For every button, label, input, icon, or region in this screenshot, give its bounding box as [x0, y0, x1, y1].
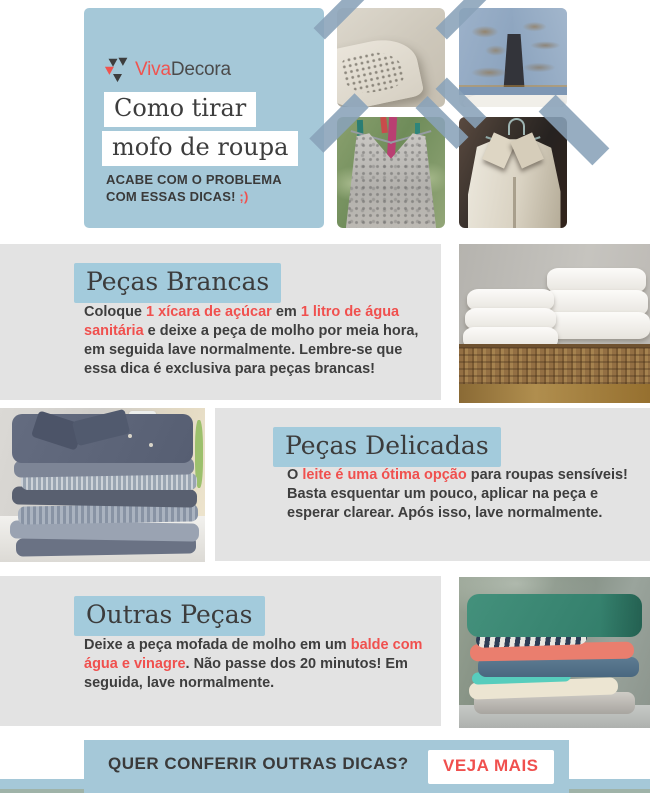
photo-folded-colorful-clothes — [459, 577, 650, 728]
header-subtitle — [106, 171, 282, 205]
brand-decora: Decora — [170, 58, 231, 80]
subtitle-line1: ACABE COM O PROBLEMA — [106, 172, 282, 187]
footer-banner — [84, 740, 569, 793]
photo-folded-white-linens — [459, 244, 650, 403]
subtitle-line2: COM ESSAS DICAS! ;) — [106, 189, 249, 204]
section-title-pecas-delicadas: Peças Delicadas — [273, 427, 501, 467]
hanger-hook — [508, 118, 525, 134]
section-body-pecas-brancas: Coloque 1 xícara de açúcar em 1 litro de água sanitária e deixe a peça de molho por meia hora, em seguida lave normalmente. Lembre-se que essa dica é exclusiva para peças brancas! — [84, 304, 419, 377]
section-title-outras-pecas: Outras Peças — [74, 596, 265, 636]
jeans-hem — [459, 87, 567, 95]
photo-moldy-jeans — [459, 8, 567, 107]
brand-name — [135, 59, 231, 81]
folded-shirt-layer — [12, 486, 197, 508]
main-title-line1: Como tirar — [104, 92, 256, 127]
photo-folded-gray-shirts — [0, 408, 205, 562]
wicker-texture — [459, 344, 650, 384]
photo-moldy-tank-top — [337, 117, 445, 228]
wood-shelf — [459, 384, 650, 403]
shirt-button — [128, 434, 132, 438]
veja-mais-button[interactable]: VEJA MAIS — [428, 750, 554, 784]
wink-emoticon: ;) — [239, 189, 249, 204]
vivadecora-triangles-icon — [104, 56, 131, 83]
footer-question: QUER CONFERIR OUTRAS DICAS? — [108, 754, 409, 773]
section-title-pecas-brancas: Peças Brancas — [74, 263, 281, 303]
green-clothes-layer — [467, 594, 643, 638]
top-folded-shirt — [12, 414, 192, 463]
photo-moldy-white-shirt — [459, 117, 567, 228]
folded-roll-shadow — [600, 594, 642, 638]
shirt-collar-right — [71, 409, 129, 446]
shirt-button — [149, 443, 153, 447]
vivadecora-logo[interactable] — [104, 56, 231, 83]
shirt-placket — [513, 177, 516, 228]
photo-moldy-white-fabric — [337, 8, 445, 107]
section-body-outras-pecas: Deixe a peça mofada de molho em um balde com água e vinagre. Não passe dos 20 minutos! Em seguida, lave normalmente. — [84, 637, 423, 691]
brand-viva: Viva — [135, 58, 171, 80]
mold-stains — [459, 8, 567, 93]
main-title-line2: mofo de roupa — [102, 131, 298, 166]
section-body-pecas-delicadas: O leite é uma ótima opção para roupas sensíveis! Basta esquentar um pouco, aplicar na peça e esperar clarear. Após isso, lave normalmente. — [287, 467, 628, 521]
